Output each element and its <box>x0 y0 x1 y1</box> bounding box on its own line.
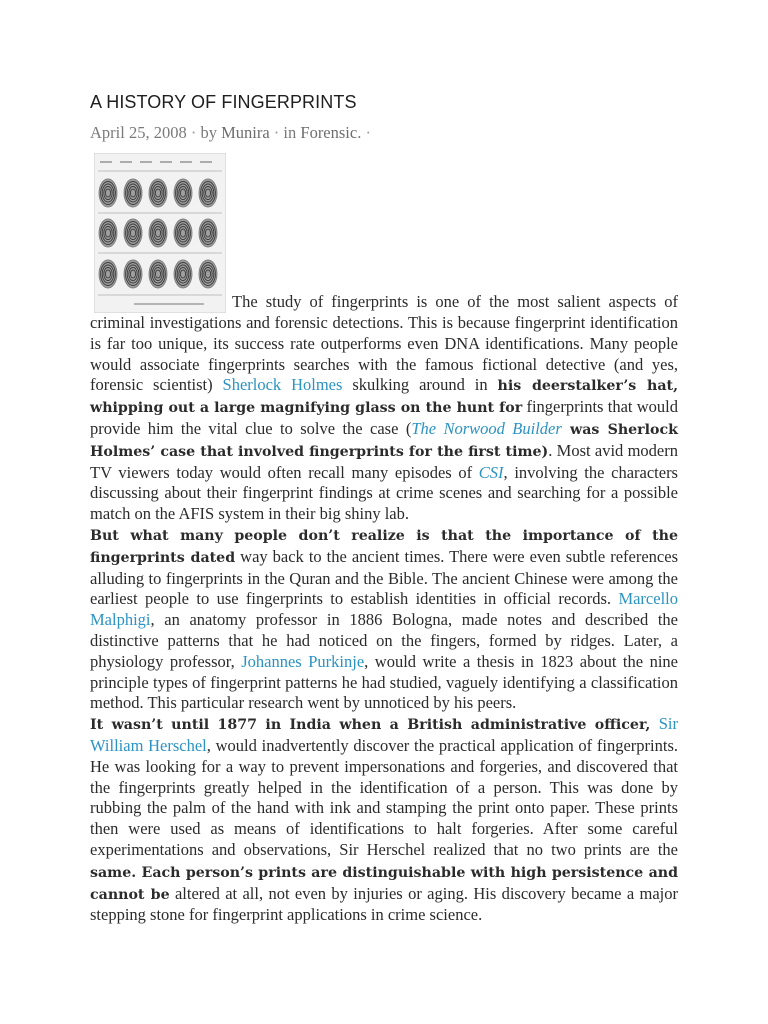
sir-william-herschel-link[interactable]: Sir William Herschel <box>90 714 678 755</box>
category-link[interactable]: Forensic <box>300 123 358 142</box>
article-title: A HISTORY OF FINGERPRINTS <box>90 92 357 112</box>
fingerprint-mark <box>124 219 142 247</box>
meta-separator: · <box>190 123 197 142</box>
fingerprint-mark <box>149 219 167 247</box>
article-body <box>90 153 678 926</box>
paragraph-3: It wasn’t until 1877 in India when a British administrative officer, Sir William Herschel, would inadvertently discover the practical application of fingerprints. He was looking for a way to prevent impersonations and forgeries, and discovered that the fingerprints greatly helped in the identification of a person. This was done by rubbing the palm of the hand with ink and stamping the print onto paper. These prints then were used as means of identifications to halt forgeries. After some careful experimentations and observations, Sir Herschel realized that no two prints are the same. Each person’s prints are distinguishable with high persistence and cannot be altered at all, not even by injuries or aging. His discovery became a major stepping stone for fingerprint applications in crime science. <box>90 714 679 925</box>
meta-period: . <box>357 123 362 142</box>
fingerprint-mark <box>124 179 142 207</box>
fingerprint-mark <box>199 179 217 207</box>
paragraph-1: The study of fingerprints is one of the most salient aspects of criminal investigations and forensic detections. This is because fingerprint identification is far too unique, its success rate outperforms even DNA identifications. Many people would associate fingerprints searches with the famous fictional detective (and yes, forensic scientist) Sherlock Holmes skulking around in his deerstalker’s hat, whipping out a large magnifying glass on the hunt for fingerprints that would provide him the vital clue to solve the case (The Norwood Builder was Sherlock Holmes’ case that involved fingerprints for the first time). Most avid modern TV viewers today would often recall many episodes of CSI, involving the characters discussing about their fingerprint findings at crime scenes and searching for a possible match on the AFIS system in their big shiny lab. <box>90 153 678 525</box>
fingerprint-mark <box>174 179 192 207</box>
author-link[interactable]: Munira <box>221 123 270 142</box>
fingerprint-mark <box>149 179 167 207</box>
sherlock-holmes-link[interactable]: Sherlock Holmes <box>222 375 343 395</box>
article <box>90 92 678 926</box>
paragraph-2: But what many people don’t realize is that the importance of the fingerprints dated way back to the ancient times. There were even subtle references alluding to fingerprints in the Quran and the Bible. The ancient Chinese were among the earliest people to use fingerprints to establish identities in official records. Marcello Malphigi, an anatomy professor in 1886 Bologna, made notes and described the distinctive patterns that he had noticed on the fingers, formed by ridges. Later, a physiology professor, Johannes Purkinje, would write a thesis in 1823 about the nine principle types of fingerprint patterns he had studied, vaguely identifying a classification method. This particular research went by unnoticed by his peers. <box>90 527 678 713</box>
fingerprint-mark <box>174 219 192 247</box>
fingerprint-mark <box>149 260 167 288</box>
meta-separator: · <box>273 123 280 142</box>
by-label: by <box>200 123 217 142</box>
fingerprint-card-image <box>94 153 226 313</box>
norwood-builder-link[interactable]: The Norwood Builder <box>411 418 562 438</box>
article-meta <box>90 123 678 143</box>
meta-separator: · <box>365 123 371 142</box>
fingerprint-mark <box>99 219 117 247</box>
in-label: in <box>283 123 297 142</box>
johannes-purkinje-link[interactable]: Johannes Purkinje <box>241 651 365 671</box>
fingerprint-card-svg <box>94 153 226 313</box>
fingerprint-mark <box>199 219 217 247</box>
fingerprint-mark <box>99 260 117 288</box>
fingerprint-mark <box>99 179 117 207</box>
fingerprint-mark <box>124 260 142 288</box>
post-date: April 25, 2008 <box>90 123 187 142</box>
fingerprint-mark <box>174 260 192 288</box>
marcello-malphigi-link[interactable]: Marcello Malphigi <box>90 589 678 630</box>
fingerprint-mark <box>199 260 217 288</box>
csi-link[interactable]: CSI <box>478 462 504 482</box>
